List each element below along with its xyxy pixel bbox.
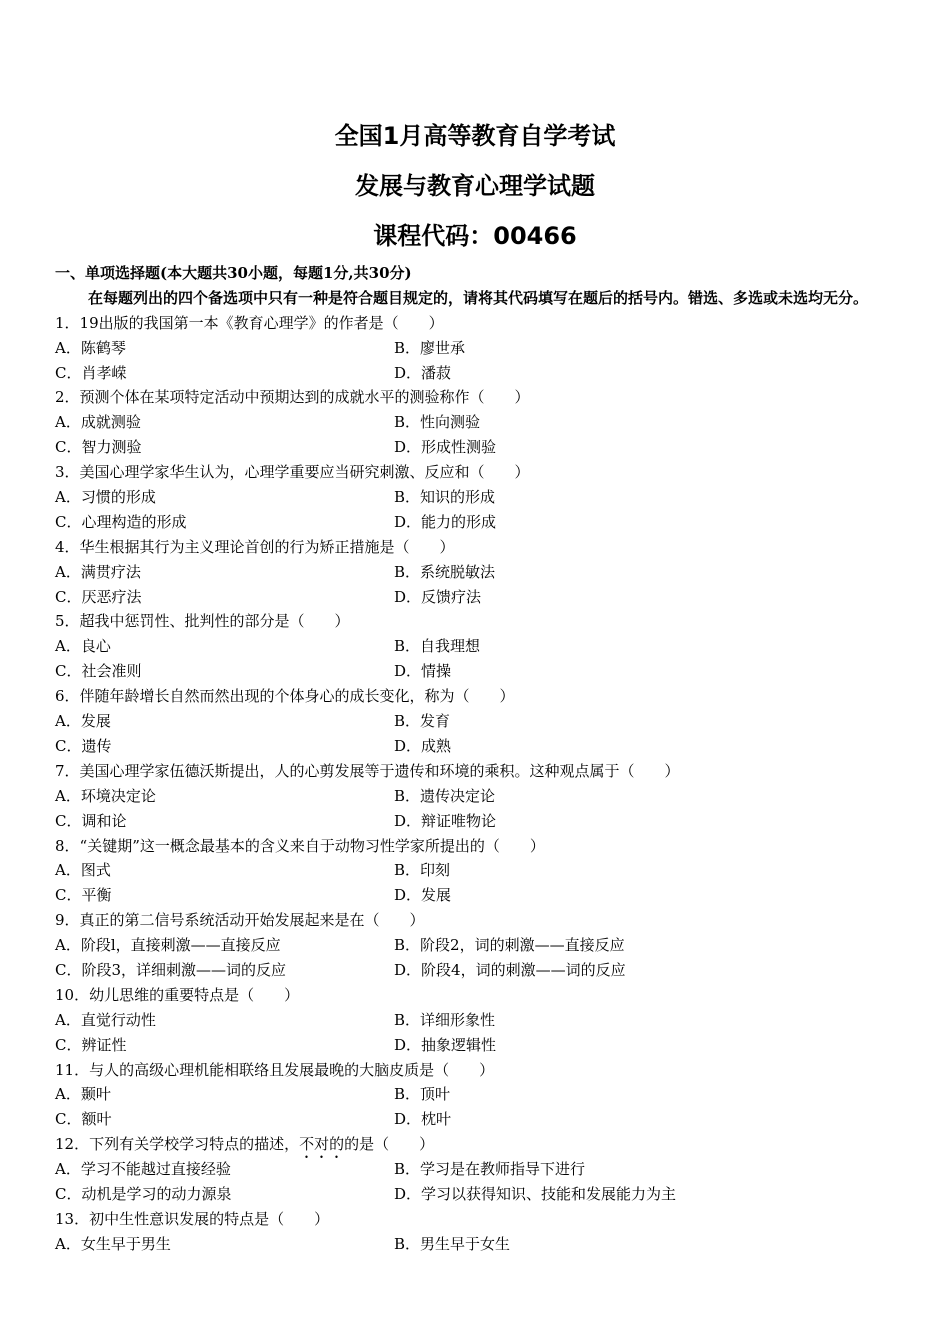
option-a: A．学习不能越过直接经验 — [55, 1160, 231, 1179]
question-stem: 3．美国心理学家华生认为，心理学重要应当研究刺激、反应和（ ） — [55, 463, 530, 482]
question-stem: 13．初中生性意识发展的特点是（ ） — [55, 1209, 330, 1228]
option-b: B．详细形象性 — [394, 1010, 496, 1029]
option-d: D．能力的形成 — [394, 512, 497, 531]
question-11 — [55, 1058, 900, 1133]
option-d: D．发展 — [394, 886, 452, 905]
option-b: B．系统脱敏法 — [394, 562, 496, 581]
option-c: C．阶段3，详细刺激——词的反应 — [55, 960, 287, 979]
option-d: D．学习以获得知识、技能和发展能力为主 — [394, 1184, 677, 1203]
option-a: A．成就测验 — [55, 413, 141, 432]
question-1 — [55, 311, 900, 386]
option-c: C．厌恶疗法 — [55, 587, 142, 606]
question-stem: 8．“关键期”这一概念最基本的含义来自于动物习性学家所提出的（ ） — [55, 836, 545, 855]
option-a: A．颞叶 — [55, 1085, 111, 1104]
exam-title: 全国1月高等教育自学考试 — [334, 122, 616, 150]
exam-subject-title: 发展与教育心理学试题 — [355, 172, 595, 200]
option-a: A．女生早于男生 — [55, 1234, 171, 1253]
option-a: A．发展 — [55, 712, 111, 731]
option-b: B．廖世承 — [394, 338, 466, 357]
option-d: D．形成性测验 — [394, 438, 497, 457]
option-a: A．满贯疗法 — [55, 562, 141, 581]
option-b: B．发育 — [394, 712, 451, 731]
option-d: D．潘菽 — [394, 363, 452, 382]
question-stem-after: 的是（ ） — [344, 1135, 435, 1154]
option-d: D．抽象逻辑性 — [394, 1035, 497, 1054]
option-a: A．图式 — [55, 861, 111, 880]
option-b: B．知识的形成 — [394, 488, 496, 507]
option-b: B．阶段2，词的刺激——直接反应 — [394, 936, 625, 955]
question-stem: 9．真正的第二信号系统活动开始发展起来是在（ ） — [55, 911, 425, 930]
question-12 — [55, 1132, 900, 1207]
question-stem: 6．伴随年龄增长自然而然出现的个体身心的成长变化，称为（ ） — [55, 687, 515, 706]
option-b: B．男生早于女生 — [394, 1234, 511, 1253]
option-c: C．调和论 — [55, 811, 127, 830]
question-3 — [55, 460, 900, 535]
option-d: D．反馈疗法 — [394, 587, 482, 606]
question-stem-before: 12．下列有关学校学习特点的描述， — [55, 1135, 300, 1154]
question-4 — [55, 535, 900, 610]
option-d: D．辩证唯物论 — [394, 811, 497, 830]
exam-content — [55, 261, 900, 1257]
question-10 — [55, 983, 900, 1058]
option-d: D．阶段4，词的刺激——词的反应 — [394, 960, 626, 979]
question-13 — [55, 1207, 900, 1257]
option-c: C．平衡 — [55, 886, 112, 905]
option-c: C．额叶 — [55, 1110, 112, 1129]
question-stem: 10．幼儿思维的重要特点是（ ） — [55, 985, 300, 1004]
option-b: B．遗传决定论 — [394, 786, 496, 805]
question-stem: 5．超我中惩罚性、批判性的部分是（ ） — [55, 612, 350, 631]
option-d: D．枕叶 — [394, 1110, 452, 1129]
course-code-title: 课程代码：00466 — [373, 222, 577, 250]
question-stem: 11．与人的高级心理机能相联络且发展最晚的大脑皮质是（ ） — [55, 1060, 495, 1079]
question-stem — [55, 1132, 900, 1157]
option-b: B．性向测验 — [394, 413, 481, 432]
option-b: B．学习是在教师指导下进行 — [394, 1160, 586, 1179]
option-c: C．智力测验 — [55, 438, 142, 457]
question-2 — [55, 385, 900, 460]
option-d: D．成熟 — [394, 736, 452, 755]
option-a: A．阶段l，直接刺激——直接反应 — [55, 936, 281, 955]
question-stem: 7．美国心理学家伍德沃斯提出，人的心剪发展等于遗传和环境的乘积。这种观点属于（ ） — [55, 761, 680, 780]
option-c: C．肖孝嵘 — [55, 363, 127, 382]
question-5 — [55, 609, 900, 684]
question-8 — [55, 834, 900, 909]
option-b: B．印刻 — [394, 861, 451, 880]
question-7 — [55, 759, 900, 834]
question-stem: 2．预测个体在某项特定活动中预期达到的成就水平的测验称作（ ） — [55, 388, 530, 407]
option-a: A．习惯的形成 — [55, 488, 156, 507]
option-c: C．心理构造的形成 — [55, 512, 187, 531]
option-c: C．辨证性 — [55, 1035, 127, 1054]
option-a: A．良心 — [55, 637, 111, 656]
option-c: C．遗传 — [55, 736, 112, 755]
option-a: A．陈鹤琴 — [55, 338, 126, 357]
option-d: D．情操 — [394, 662, 452, 681]
question-stem-emphasis: 不对的 — [299, 1135, 345, 1154]
option-b: B．顶叶 — [394, 1085, 451, 1104]
option-a: A．直觉行动性 — [55, 1010, 156, 1029]
section-heading: 一、单项选择题(本大题共30小题，每题1分,共30分) — [55, 264, 412, 282]
option-c: C．动机是学习的动力源泉 — [55, 1184, 232, 1203]
section-instruction: 在每题列出的四个备选项中只有一种是符合题目规定的，请将其代码填写在题后的括号内。错选、多选或未选均无分。 — [88, 288, 869, 307]
question-9 — [55, 908, 900, 983]
option-b: B．自我理想 — [394, 637, 481, 656]
option-a: A．环境决定论 — [55, 786, 156, 805]
question-stem: 1．19出版的我国第一本《教育心理学》的作者是（ ） — [55, 313, 444, 332]
question-stem: 4．华生根据其行为主义理论首创的行为矫正措施是（ ） — [55, 537, 455, 556]
question-6 — [55, 684, 900, 759]
option-c: C．社会准则 — [55, 662, 142, 681]
